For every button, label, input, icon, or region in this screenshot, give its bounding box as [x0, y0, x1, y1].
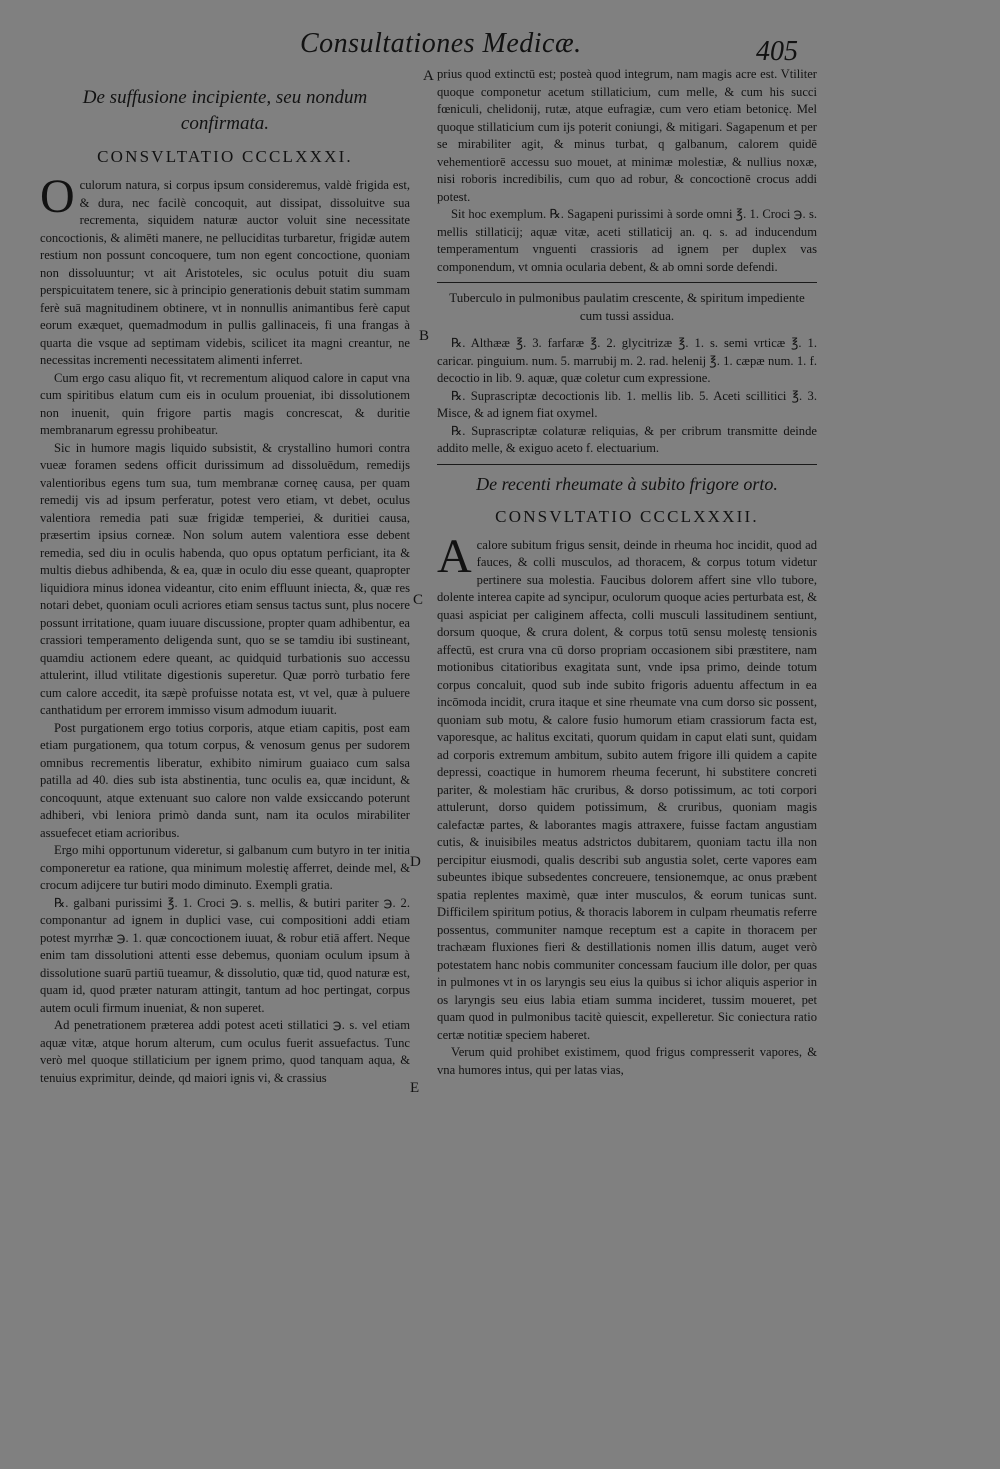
- margin-letter-e: E: [410, 1080, 420, 1096]
- paragraph: [437, 529, 817, 1045]
- paragraph: prius quod extinctū est; posteà quod integrum, nam magis acre est. Vtiliter quoque componetur acetum stillaticium, cum melle, & cum his succi fœniculi, chelidonij, rutæ, atque eufragiæ, cum vero etiam betonicę. Mel quoque stillaticium cum ijs poterit coniungi, & mitigari. Sagapenum et per se mirabiliter agit, & minus turbat, q galbanum, calorem quidē vehementiorē accessu suo mouet, at minimæ molestiæ, & nullius noxæ, nisi roboris incredibilis, cum quo ad robur, & concoctionē crocus addi potest.: [437, 67, 817, 204]
- margin-letter-b: B: [419, 328, 430, 344]
- running-head: Consultationes Medicæ.: [300, 28, 582, 59]
- recipe: ℞. Althææ ℥. 3. farfaræ ℥. 2. glycitrizæ ℥. 1. s. semi vrticæ ℥. 1. caricar. pinguium. num. 5. marrubij m. 2. rad. helenij ℥. 1. cæpæ num. 1. f. decoctio in lib. 9. aquæ, quæ coletur cum expressione.: [437, 336, 817, 385]
- margin-letter-c: C: [413, 592, 424, 608]
- paragraph: Ad penetrationem præterea addi potest aceti stillatici ℈. s. vel etiam aquæ vitæ, atque horum alterum, cum oculus fuerit assuefactus. Tunc verò mel quoque stillaticium per ignem primo, quod tanquam aqua, & tenuius exprimitur, deinde, qd maiori ignis vi, & crassius: [40, 1018, 410, 1085]
- paragraph: Sic in humore magis liquido subsistit, & crystallino humori contra vueæ foramen sedens officit durissimum ad dissoluēdum, remedijs valentioribus egens tum sua, tum membranæ corneę causa, per quam remedij vis ad ipsum perferatur, potest vero etiam, vt debet, oculus valentiora remedia pati suæ frigidæ temperiei, & duritiei causa, præsertim ipsius corneæ. Non solum autem valentiora esse debent remedia, sed diu in oculis habenda, quo opus optatum perficiant, ita & multis diebus adhibenda, & ea, quæ in oculo diu esse queant, quapropter liquidiora minus idonea videantur, cito enim effluunt iniecta, &, quæ res notari debet, quoniam oculi acriores etiam sensus tactus sunt, plus nocere possunt irritatione, quam iuuare discussione, propter quam adhibentur, ea crassiori temperamento deligenda sunt, quo se se tamdiu ibi sustineant, quamdiu actionem edere queant, ac quidquid turbationis suo accessu attulerint, illud vtilitate digestionis superetur. Quæ porrò turbatio fere cum calore accedit, ita sæpè profuisse notata est, vt vel, quæ à puluere canthatidum per errorem immisso visum admodum iuuarit.: [40, 440, 410, 717]
- consultatio-heading: CONSVLTATIO CCCLXXXI.: [97, 147, 353, 166]
- section-title: Tuberculo in pulmonibus paulatim crescente, & spiritum impediente cum tussi assidua.: [449, 290, 805, 323]
- left-column: [40, 85, 410, 1087]
- margin-letter-a: A: [423, 68, 434, 84]
- right-column: [437, 66, 817, 1079]
- consultatio-heading: CONSVLTATIO CCCLXXXII.: [495, 506, 759, 526]
- recipe: ℞. Suprascriptæ colaturæ reliquias, & per cribrum transmitte deinde addito melle, & exiguo aceto f. electuarium.: [437, 423, 817, 455]
- paragraph: Sit hoc exemplum. ℞. Sagapeni purissimi à sorde omni ℥. 1. Croci ℈. s. mellis stillaticij; aquæ vitæ, aceti stillaticij an. q. s. ad inducendum temperamentum vnguenti crassioris ad ignem per duplex vas componendum, vt omnia ocularia debent, & ab omni sorde defendi.: [437, 207, 817, 274]
- paragraph: [40, 170, 410, 370]
- drop-cap: A: [437, 529, 472, 583]
- paragraph: Verum quid prohibet existimem, quod frigus compresserit vapores, & vna humores intus, qui per latas vias,: [437, 1045, 817, 1077]
- page-number: 405: [756, 36, 798, 67]
- recipe: ℞. Suprascriptæ decoctionis lib. 1. mellis lib. 5. Aceti scillitici ℥. 3. Misce, & ad ignem fiat oxymel.: [437, 388, 817, 420]
- divider: [437, 282, 817, 283]
- recipe-paragraph: ℞. galbani purissimi ℥. 1. Croci ℈. s. mellis, & butiri pariter ℈. 2. componantur ad ignem in duplici vase, cui compositioni addi etiam potest myrrhæ ℈. 1. quæ concoctionem iuuat, & robur etiā affert. Neque enim tam dissolutioni attenti esse debemus, quoniam oculum ipsum à dissolutione suarū partiū tueamur, & dissolutio, quæ tid, quod naturæ est, quam id, quod præter naturam attingit, tantum ad hoc pertingat, corpus autem oculi firmum inueniat, & non superet.: [40, 895, 410, 1015]
- paragraph: Ergo mihi opportunum videretur, si galbanum cum butyro in ter initia componeretur ea ratione, qua minimum molestię afferret, deinde mel, & crocum adijcere tur butiri modo diminuto. Exempli gratia.: [40, 843, 410, 892]
- divider: [437, 464, 817, 465]
- drop-cap: O: [40, 170, 75, 223]
- paragraph: Cum ergo casu aliquo fit, vt recrementum aliquod calore in caput vna cum spiritibus elatum cum eis in oculum proueniat, ibi dissolutionem non inuenit, quin frigore partis magis concrescat, & duritie membranarum egressu prohibeatur.: [40, 370, 410, 437]
- margin-letter-d: D: [410, 854, 421, 870]
- section-title: De recenti rheumate à subito frigore orto.: [476, 473, 778, 494]
- paragraph-text: calore subitum frigus sensit, deinde in rheuma hoc incidit, quod ad fauces, & colli musculos, ad thoracem, & corpus totum videtur pertinere sua molestia. Faucibus dolorem affert sine vllo tubore, dolente interea capite ad syncipur, oculorum quoque acies perturbata est, & quasi aspiciat per caliginem affecta, colli musculi lassitudinem sentiunt, dorsum quoque, & crura dolent, & corpus totū sensu molestę tensionis affectū, est crura vna cū dorso propriam occasionem sibi præstitere, nam motionibus citatioribus exagitata sunt, vnde ipsa primo, deinde totum corpus concaluit, quod sub inde subito frigoris aduentu affectum in ea incōmoda incidit, crura itaque et sine rheumate vna cum dorso sic possent, quoniam sub motu, & calore fusio humorum etiam crassiorum facta est, vaporesque, ac halitus excitati, quorum quidam in caput elati sunt, quidam ad corporis extremum ambitum, subito autem frigore illi quidem a capite depressi, coactique in humorem rheuma fecerunt, hi substitere concreti pariter, & molestiam hāc cruribus, & dorso potissimum, ac toti corpori attulerunt, dorso quidem potissimum, & cruribus, quoniam magis calefactæ partes, & laborantes magis attraxere, fuisse factam angustiam cutis, & inuisibiles meatus adstrictos dubitarem, quoniam tactu illa non percipitur eiusmodi, qualis describi sub angustia solet, certe vapores eam subeuntes ibique subsedentes concreuere, tensionemque, ac onus præbent spatia replentes maximè, quæ inter musculos, & eorum tunicas sunt. Difficilem spiritum potius, & thoracis laborem in culpam rheumatis referre possentus, communiter namque receptum est a capite in thoracem per trachæam fluxiones fieri & destillationis nomen illis datum, auget verò potestatem hanc nobis communiter concessam faucium ille dolor, per quas in pulmones vt in os laryngis seu eius la quibus si ichor aliquis asperior in os laryngis seu eius labia etiam summa incideret, tussim moueret, pet quam quod in pulmonibus tacitè quiescit, expelleretur. Sic coniectura ratio certæ notitiæ speciem haberet.: [437, 537, 817, 1042]
- paragraph: Post purgationem ergo totius corporis, atque etiam capitis, post eam etiam purgationem, qua totum corpus, & venosum genus per sudorem omnibus recrementis liberatur, exhibito nimirum guaiaco cum salsa patilla ad 40. dies sub ista abstinentia, tunc oculis ea, quæ incidunt, & concoquunt, atque extenuant suo calore non valde exsiccando poterunt adhiberi, vbi leniora primò danda sunt, nam ita oculos mirabiliter assuefecet etiam acrioribus.: [40, 720, 410, 840]
- section-title: De suffusione incipiente, seu nondum confirmata.: [82, 87, 368, 134]
- paragraph-text: culorum natura, si corpus ipsum consideremus, valdè frigida est, & dura, nec facilè concoquit, aut dissipat, dissoluitve sua recrementa, siquidem naturæ auctor voluit sine necessitate concoctionis, & alimēti manere, ne pelluciditas turbaretur, frigidæ autem restium non possunt concoquere, tum non egent concoctione, quoniam non dissoluuntur; vt ait Aristoteles, sic oculus potuit diu suam perspicuitatem tenere, sic à principio generationis debuit statim summam ferè suā magnitudinem obtinere, vt in nonnullis animantibus ferè caput eorum exæquet, quemadmodum in pullis gallinaceis, fi una frangas à quarta die vsque ad septimam videbis, scilicet ita magni creantur, ne necessitas incrementi necessitatem alimenti inferret.: [40, 178, 410, 367]
